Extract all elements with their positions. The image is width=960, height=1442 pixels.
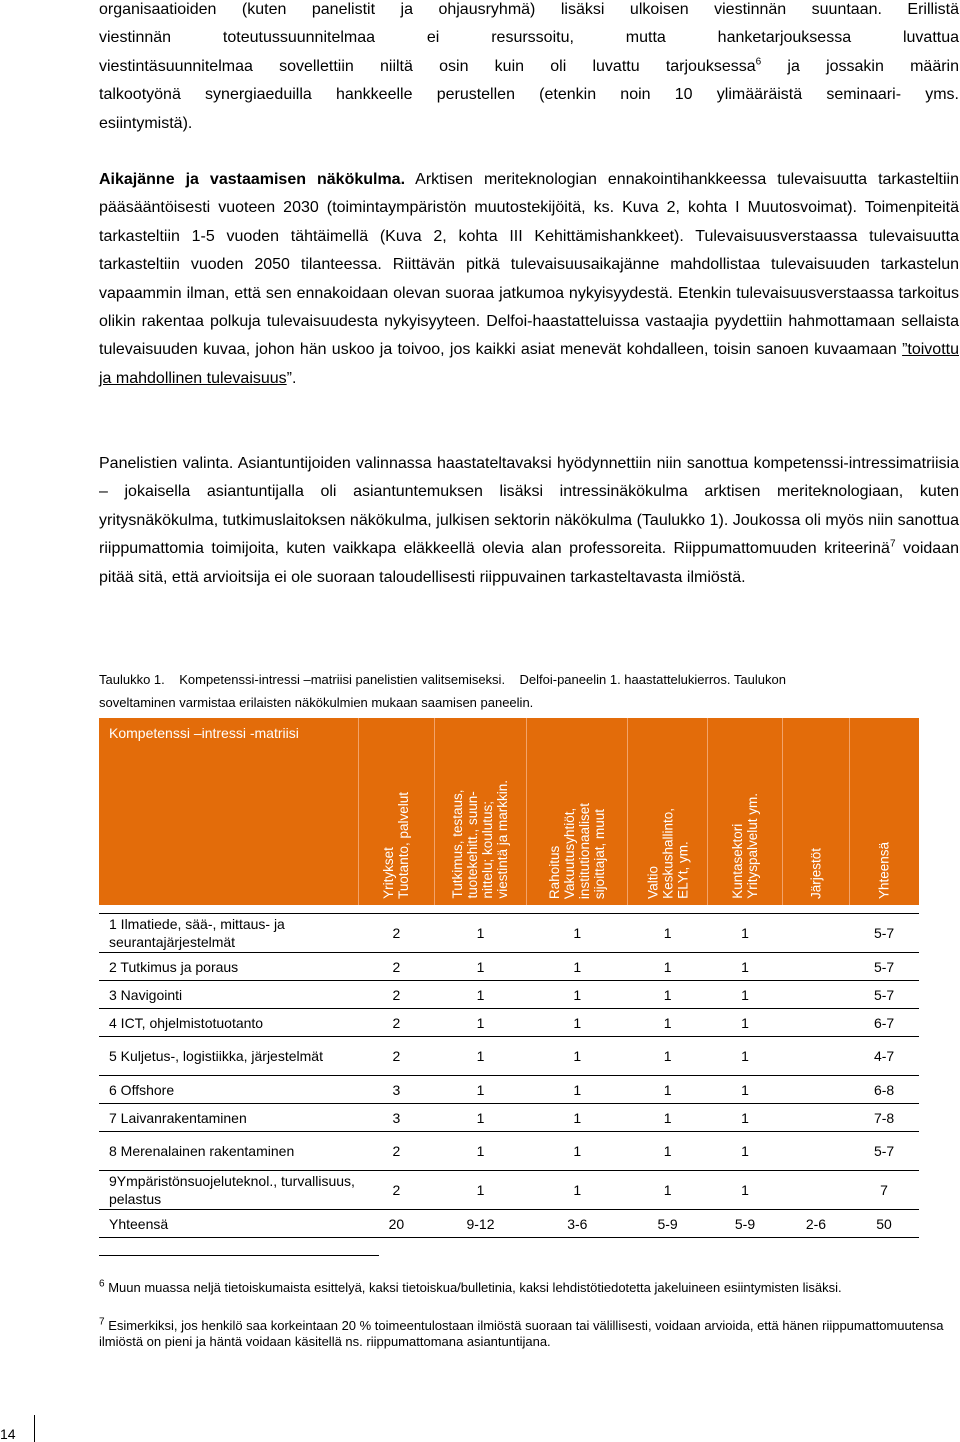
h-line: ELYt, ym. (675, 841, 691, 899)
footnote-num: 7 (99, 1316, 105, 1328)
matrix-corner-label (99, 718, 358, 905)
row-label: Yhteensä (99, 1210, 358, 1238)
cell: 3-6 (527, 1210, 628, 1238)
table-row (99, 953, 919, 981)
col-header-research (434, 718, 526, 905)
caption-line2: soveltaminen varmistaa erilaisten näkökulmien mukaan saamisen paneelin. (99, 695, 534, 710)
h-line: Kuntasektori (729, 823, 745, 899)
col-header-total (849, 718, 919, 905)
cell: 1 (628, 914, 707, 953)
cell: 20 (358, 1210, 434, 1238)
page-number (0, 1415, 35, 1442)
heading-panelists: Panelistien valinta. (99, 455, 234, 472)
para1-line3-text: viestintäsuunnitelmaa sovellettiin niiltä osin kuin oli luvattu tarjouksessa (99, 57, 756, 75)
panelists-end: voidaan pitää sitä, että arvioitsija ei ole suoraan taloudellisesti riippuvainen tarkasteltavasta ilmiöstä. (99, 540, 960, 586)
cell: 2 (358, 1037, 434, 1076)
header-spacer (99, 905, 919, 914)
cell: 1 (527, 1009, 628, 1037)
cell: 1 (527, 981, 628, 1009)
cell (783, 981, 849, 1009)
cell: 1 (707, 1104, 783, 1132)
col-header-municipal (707, 718, 783, 905)
col-header-organizations (783, 718, 849, 905)
cell: 1 (628, 1009, 707, 1037)
cell: 1 (707, 1076, 783, 1104)
cell: 1 (707, 914, 783, 953)
cell: 2 (358, 914, 434, 953)
table-row (99, 1037, 919, 1076)
row-label: 4 ICT, ohjelmistotuotanto (99, 1009, 358, 1037)
cell (783, 1009, 849, 1037)
footnote-7 (99, 1318, 959, 1350)
footnote-text: Esimerkiksi, jos henkilö saa korkeintaan 20 % toimeentulostaan ilmiöstä suoraan tai välillisesti, voidaan arvioida, että hänen riippumattomuutensa ilmiöstä on pieni ja häntä voidaan käsitellä ns. riippumattomana asiantuntijana. (99, 1318, 944, 1349)
col-header-text (381, 792, 411, 899)
heading-timespan: Aikajänne ja vastaamisen näkökulma. (99, 171, 406, 188)
cell: 9-12 (434, 1210, 526, 1238)
h-line: Vakuutusyhtiöt, (562, 807, 578, 899)
cell: 1 (434, 914, 526, 953)
desired-future-phrase: ”toivottu ja mahdollinen tulevaisuus (99, 341, 959, 387)
para1-line2: viestinnän toteutussuunnitelmaa ei resurssoitu, mutta hanketarjouksessa luvattua (99, 29, 959, 47)
col-header-text (450, 780, 510, 899)
cell: 1 (628, 1076, 707, 1104)
table-total-row (99, 1210, 919, 1238)
cell: 1 (434, 1037, 526, 1076)
cell: 5-7 (849, 1132, 919, 1171)
cell: 6-8 (849, 1076, 919, 1104)
cell: 1 (434, 1171, 526, 1210)
timespan-text: Arktisen meriteknologian ennakointihankkeessa tulevaisuutta tarkasteltiin pääsääntöisesti vuoteen 2030 (toimintaympäristön muutostekijöitä, ks. Kuva 2, kohta I Muutosvoimat). Toimenpiteitä tarkasteltiin 1-5 vuoden tähtäimellä (Kuva 2, kohta III Kehittämishankkeet). Tulevaisuusverstaassa tulevaisuutta tarkasteltiin vuoden 2050 tilanteessa. Riittävän pitkä tulevaisuusaikajänne mahdollistaa tulevaisuuden tarkastelun vapaammin ilman, että sen ennakoidaan olevan suoraa jatkumoa nykyisyydestä. Etenkin tulevaisuusverstaassa tarkoitus olikin rakentaa polkuja tulevaisuudesta nykyisyyteen. Delfoi-haastatteluissa vastaajia pyydettiin hahmottamaan sellaista tulevaisuuden kuvaa, johon hän uskoo ja toivoo, jos kaikki asiat menevät kohdalleen, toisin sanoen kuvaamaan (99, 171, 960, 359)
h-line: Yrityspalvelut ym. (744, 793, 760, 899)
cell (783, 953, 849, 981)
cell: 3 (358, 1104, 434, 1132)
cell: 1 (527, 1037, 628, 1076)
footnote-6 (99, 1280, 959, 1296)
para1-line3-end: ja jossakin määrin (761, 57, 960, 75)
cell (783, 1104, 849, 1132)
competence-interest-matrix (99, 718, 919, 1238)
cell: 1 (628, 953, 707, 981)
cell: 1 (434, 1132, 526, 1171)
para1-line4: talkootyönä synergiaeduilla hankkeelle perustellen (etenkin noin 10 ylimääräistä seminaari- yms. (99, 86, 959, 104)
cell: 2 (358, 1171, 434, 1210)
cell (783, 914, 849, 953)
table-row (99, 1009, 919, 1037)
h-line: Valtio (645, 866, 661, 899)
cell: 1 (434, 1009, 526, 1037)
h-line: Tutkimus, testaus, (450, 789, 466, 899)
footnote-ref-7: 7 (889, 538, 896, 550)
h-line: nittelu; koulutus; (480, 801, 496, 899)
h-line: Yhteensä (876, 841, 892, 899)
panelists-text: Asiantuntijoiden valinnassa haastateltavaksi hyödynnettiin niin sanottua kompetenssi-intressimatriisia – jokaisella asiantuntijalla oli asiantuntemuksen lisäksi intressinäkökulma arktisen meriteknologiaan, kuten yritysnäkökulma, tutkimuslaitoksen näkökulma, julkisen sektorin näkökulma (Taulukko 1). Joukossa oli myös niin sanottua riippumattomia toimijoita, kuten vaikkapa eläkkeellä olevia alan professoreita. Riippumattomuuden kriteerinä (99, 455, 959, 558)
cell: 2 (358, 953, 434, 981)
paragraph-panelists (99, 450, 959, 592)
table-row (99, 1132, 919, 1171)
row-label: 1 Ilmatiede, sää-, mittaus- ja seurantajärjestelmät (99, 914, 358, 953)
cell: 50 (849, 1210, 919, 1238)
corner-text: Kompetenssi –intressi -matriisi (109, 725, 299, 741)
h-line: Järjestöt (808, 847, 824, 899)
cell: 1 (527, 1104, 628, 1132)
table-row (99, 1171, 919, 1210)
cell: 2 (358, 981, 434, 1009)
cell: 1 (707, 981, 783, 1009)
footnote-divider (99, 1255, 379, 1256)
cell (783, 1171, 849, 1210)
paragraph-communication (99, 0, 959, 138)
cell (783, 1037, 849, 1076)
h-line: institutionaaliset (577, 802, 593, 899)
row-label: 8 Merenalainen rakentaminen (99, 1132, 358, 1171)
cell: 7-8 (849, 1104, 919, 1132)
caption-label: Taulukko 1. (99, 672, 165, 687)
col-header-text (808, 848, 823, 899)
caption-line1 (99, 668, 786, 691)
row-label: 7 Laivanrakentaminen (99, 1104, 358, 1132)
cell: 1 (434, 953, 526, 981)
cell: 2-6 (783, 1210, 849, 1238)
footnote-ref-6: 6 (755, 56, 762, 68)
col-header-state (628, 718, 707, 905)
row-label: 3 Navigointi (99, 981, 358, 1009)
cell: 1 (628, 1171, 707, 1210)
cell: 1 (707, 1009, 783, 1037)
page-number-text: 14 (0, 1426, 16, 1442)
cell: 1 (434, 1104, 526, 1132)
h-line: Tuotanto, palvelut (396, 792, 412, 899)
cell: 1 (434, 1076, 526, 1104)
table-header-row (99, 718, 919, 905)
table-row (99, 914, 919, 953)
cell: 2 (358, 1009, 434, 1037)
caption-title: Kompetenssi-intressi –matriisi panelistien valitsemiseksi. (179, 672, 506, 687)
cell: 1 (707, 1171, 783, 1210)
cell: 1 (707, 1037, 783, 1076)
h-line: viestintä ja markkin. (495, 780, 511, 899)
row-label: 2 Tutkimus ja poraus (99, 953, 358, 981)
para1-line1: organisaatioiden (kuten panelistit ja ohjausryhmä) lisäksi ulkoisen viestinnän suuntaan. Erillistä (99, 1, 959, 18)
cell: 6-7 (849, 1009, 919, 1037)
cell: 2 (358, 1132, 434, 1171)
cell: 1 (628, 1132, 707, 1171)
para1-line5: esiintymistä). (99, 114, 193, 132)
table-row (99, 981, 919, 1009)
cell: 1 (527, 1132, 628, 1171)
h-line: Rahoitus (547, 845, 563, 899)
cell: 5-7 (849, 981, 919, 1009)
col-header-companies (358, 718, 434, 905)
timespan-end: ”. (286, 369, 297, 387)
col-header-text (730, 793, 760, 899)
h-line: sijoittajat, muut (592, 808, 608, 899)
row-label: 5 Kuljetus-, logistiikka, järjestelmät (99, 1037, 358, 1076)
caption-round: Delfoi-paneelin 1. haastattelukierros. Taulukon (519, 672, 786, 687)
cell: 1 (434, 981, 526, 1009)
cell: 1 (527, 914, 628, 953)
cell: 5-7 (849, 953, 919, 981)
h-line: Yritykset (381, 847, 397, 899)
cell: 1 (628, 1104, 707, 1132)
cell: 4-7 (849, 1037, 919, 1076)
cell: 1 (628, 1037, 707, 1076)
cell: 5-9 (628, 1210, 707, 1238)
cell (783, 1132, 849, 1171)
col-header-text (645, 808, 690, 899)
cell: 3 (358, 1076, 434, 1104)
row-label: 6 Offshore (99, 1076, 358, 1104)
para1-line3 (99, 53, 959, 81)
cell: 1 (707, 1132, 783, 1171)
cell: 1 (628, 981, 707, 1009)
paragraph-timespan (99, 166, 959, 393)
footnote-num: 6 (99, 1278, 105, 1290)
cell (783, 1076, 849, 1104)
table-row (99, 1104, 919, 1132)
col-header-text (547, 803, 607, 899)
cell: 7 (849, 1171, 919, 1210)
table-caption (99, 668, 786, 714)
cell: 5-7 (849, 914, 919, 953)
cell: 1 (527, 953, 628, 981)
row-label: 9Ympäristönsuojeluteknol., turvallisuus, pelastus (99, 1171, 358, 1210)
cell: 5-9 (707, 1210, 783, 1238)
footnote-text: Muun muassa neljä tietoiskumaista esittelyä, kaksi tietoiskua/bulletinia, kaksi lehdistötiedotetta jakeluineen esiintymisten lisäksi. (108, 1280, 842, 1295)
cell: 1 (527, 1076, 628, 1104)
h-line: tuotekehitt., suun- (465, 791, 481, 899)
col-header-text (877, 842, 892, 899)
h-line: Keskushallinto, (660, 808, 676, 899)
col-header-finance (527, 718, 628, 905)
cell: 1 (707, 953, 783, 981)
cell: 1 (527, 1171, 628, 1210)
table-row (99, 1076, 919, 1104)
